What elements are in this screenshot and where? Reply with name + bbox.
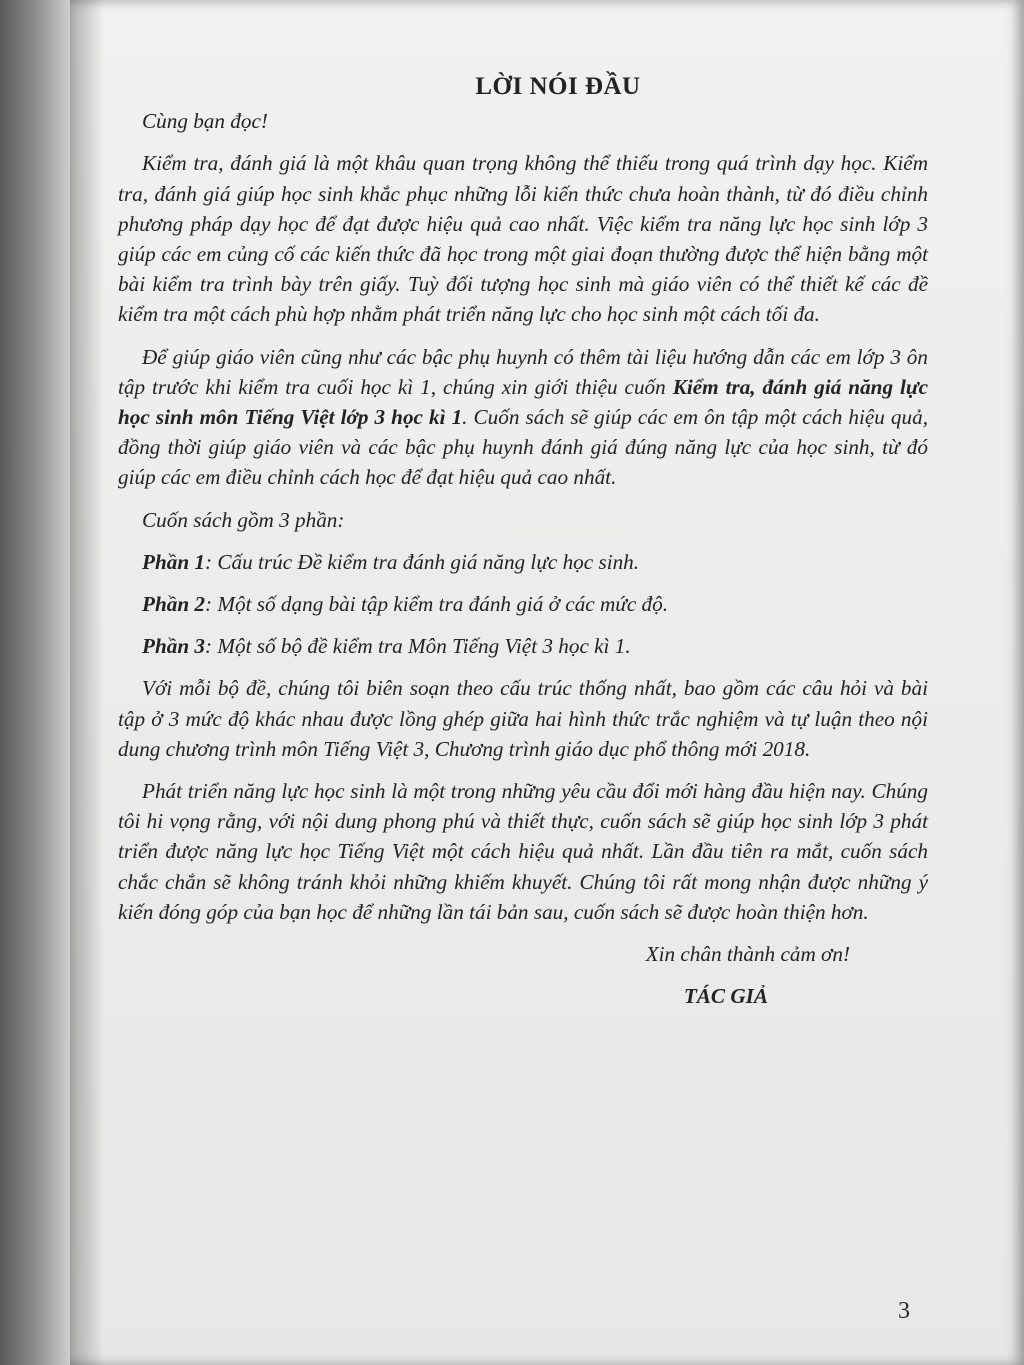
part-text: : Cấu trúc Đề kiểm tra đánh giá năng lực học sinh. [205,549,640,574]
page-text [118,72,928,1023]
book-binding-edge [0,0,78,1365]
page-number: 3 [898,1298,910,1324]
part-item [118,547,928,577]
greeting: Cùng bạn đọc! [142,109,268,134]
paragraph-2-start: Để giúp giáo viên cũng như các bậc phụ huynh có thêm tài liệu hướng dẫn các em lớp 3 ôn tập trước khi kiểm tra cuối học kì 1, chúng xin giới thiệu cuốn [118,344,928,399]
bleed-through-glyph: ı [8,421,28,499]
part-label: Phần 1 [142,549,205,574]
parts-intro: Cuốn sách gồm 3 phần: [142,507,345,532]
part-item [118,631,928,661]
page-title: LỜI NÓI ĐẦU [475,73,641,100]
part-item [118,589,928,619]
paragraph-1: Kiểm tra, đánh giá là một khâu quan trọng không thể thiếu trong quá trình dạy học. Kiểm tra, đánh giá giúp học sinh khắc phục những lỗi kiến thức chưa hoàn thành, từ đó điều chỉnh phương pháp dạy học để đạt được hiệu quả cao nhất. Việc kiểm tra năng lực học sinh lớp 3 giúp các em củng cố các kiến thức đã học trong một giai đoạn thường được thể hiện bằng một bài kiểm tra trình bày trên giấy. Tuỳ đối tượng học sinh mà giáo viên có thể thiết kế các đề kiểm tra một cách phù hợp nhằm phát triển năng lực cho học sinh một cách tối đa. [118,151,928,327]
part-label: Phần 3 [142,634,205,659]
closing-line: Xin chân thành cảm ơn! [645,942,850,967]
part-label: Phần 2 [142,592,205,617]
part-text: : Một số dạng bài tập kiểm tra đánh giá ở các mức độ. [205,592,669,617]
book-title: Kiểm tra, đánh giá năng lực học sinh môn Tiếng Việt lớp 3 học kì 1 [118,374,929,430]
paragraph-3: Với mỗi bộ đề, chúng tôi biên soạn theo cấu trúc thống nhất, bao gồm các câu hỏi và bài tập ở 3 mức độ khác nhau được lồng ghép giữa hai hình thức trắc nghiệm và tự luận theo nội dung chương trình môn Tiếng Việt 3, Chương trình giáo dục phổ thông mới 2018. [118,676,928,761]
part-text: : Một số bộ đề kiểm tra Môn Tiếng Việt 3 học kì 1. [205,634,631,659]
gutter-shadow [70,0,104,1365]
paragraph-2-end: . Cuốn sách sẽ giúp các em ôn tập một cách hiệu quả, đồng thời giúp giáo viên và các bậc phụ huynh đánh giá đúng năng lực của học sinh, từ đó giúp các em điều chỉnh cách học để đạt hiệu quả cao nhất. [118,405,928,490]
author-signature: TÁC GIẢ [683,984,768,1009]
paragraph-4: Phát triển năng lực học sinh là một trong những yêu cầu đổi mới hàng đầu hiện nay. Chúng tôi hi vọng rằng, với nội dung phong phú và thiết thực, cuốn sách sẽ giúp học sinh lớp 3 phát triển được năng lực học Tiếng Việt một cách hiệu quả nhất. Lần đầu tiên ra mắt, cuốn sách chắc chắn sẽ không tránh khỏi những khiếm khuyết. Chúng tôi rất mong nhận được những ý kiến đóng góp của bạn học để những lần tái bản sau, cuốn sách sẽ được hoàn thiện hơn. [118,779,928,924]
paragraph-2 [118,342,928,493]
